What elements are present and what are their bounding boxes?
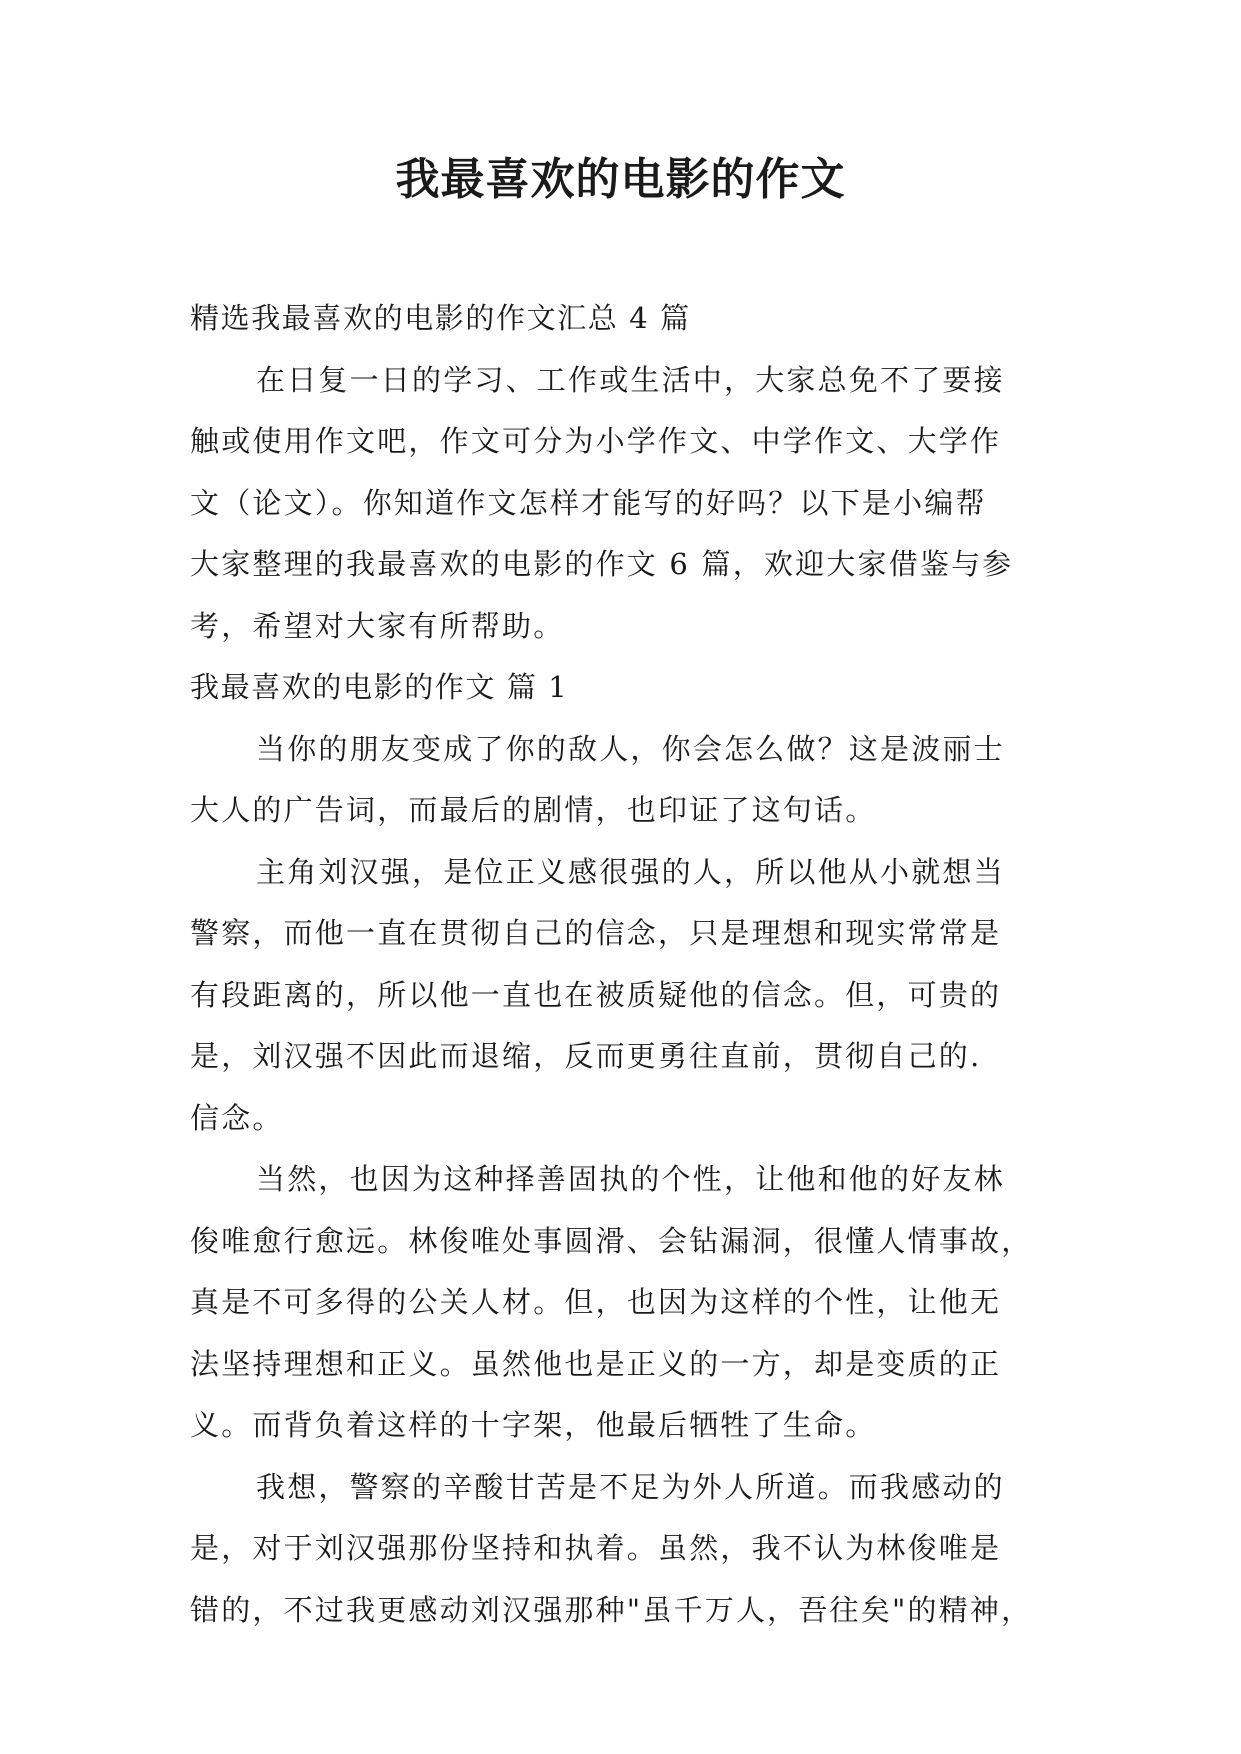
summary-heading: 精选我最喜欢的电影的作文汇总 4 篇 (190, 301, 691, 335)
paragraph-line: 大家整理的我最喜欢的电影的作文 6 篇，欢迎大家借鉴与参 (190, 547, 1014, 581)
paragraph-line: 真是不可多得的公关人材。但，也因为这样的个性，让他无 (190, 1285, 1002, 1319)
paragraph-line: 是，刘汉强不因此而退缩，反而更勇往直前，贯彻自己的. (190, 1039, 982, 1073)
paragraph-line: 触或使用作文吧，作文可分为小学作文、中学作文、大学作 (190, 424, 1002, 458)
paragraph-line: 警察，而他一直在贯彻自己的信念，只是理想和现实常常是 (190, 916, 1002, 950)
paragraph-line: 错的，不过我更感动刘汉强那种"虽千万人，吾往矣"的精神， (190, 1592, 1033, 1627)
paragraph-line: 文（论文）。你知道作文怎样才能写的好吗？以下是小编帮 (190, 485, 987, 520)
paragraph-line: 大人的广告词，而最后的剧情，也印证了这句话。 (190, 793, 877, 827)
paragraph-line: 信念。 (190, 1100, 284, 1135)
paragraph-line: 有段距离的，所以他一直也在被质疑他的信念。但，可贵的 (190, 977, 1002, 1012)
paragraph-line: 在日复一日的学习、工作或生活中，大家总免不了要接 (256, 362, 1005, 397)
paragraph-line: 当然，也因为这种择善固执的个性，让他和他的好友林 (256, 1162, 1005, 1196)
paragraph-line: 考，希望对大家有所帮助。 (190, 608, 565, 643)
paragraph-line: 法坚持理想和正义。虽然他也是正义的一方，却是变质的正 (190, 1346, 1002, 1381)
paragraph-line: 我想，警察的辛酸甘苦是不足为外人所道。而我感动的 (256, 1469, 1005, 1504)
paragraph-line: 主角刘汉强，是位正义感很强的人，所以他从小就想当 (256, 854, 1005, 889)
paragraph-line: 俊唯愈行愈远。林俊唯处事圆滑、会钻漏洞，很懂人情事故， (190, 1223, 1033, 1258)
paragraph-line: 是，对于刘汉强那份坚持和执着。虽然，我不认为林俊唯是 (190, 1531, 1002, 1565)
section-heading: 我最喜欢的电影的作文 篇 1 (190, 670, 569, 704)
document-title: 我最喜欢的电影的作文 (395, 154, 846, 205)
paragraph-line: 义。而背负着这样的十字架，他最后牺牲了生命。 (190, 1408, 877, 1442)
document-body (190, 288, 1052, 1641)
paragraph-line: 当你的朋友变成了你的敌人，你会怎么做？这是波丽士 (256, 731, 1005, 766)
